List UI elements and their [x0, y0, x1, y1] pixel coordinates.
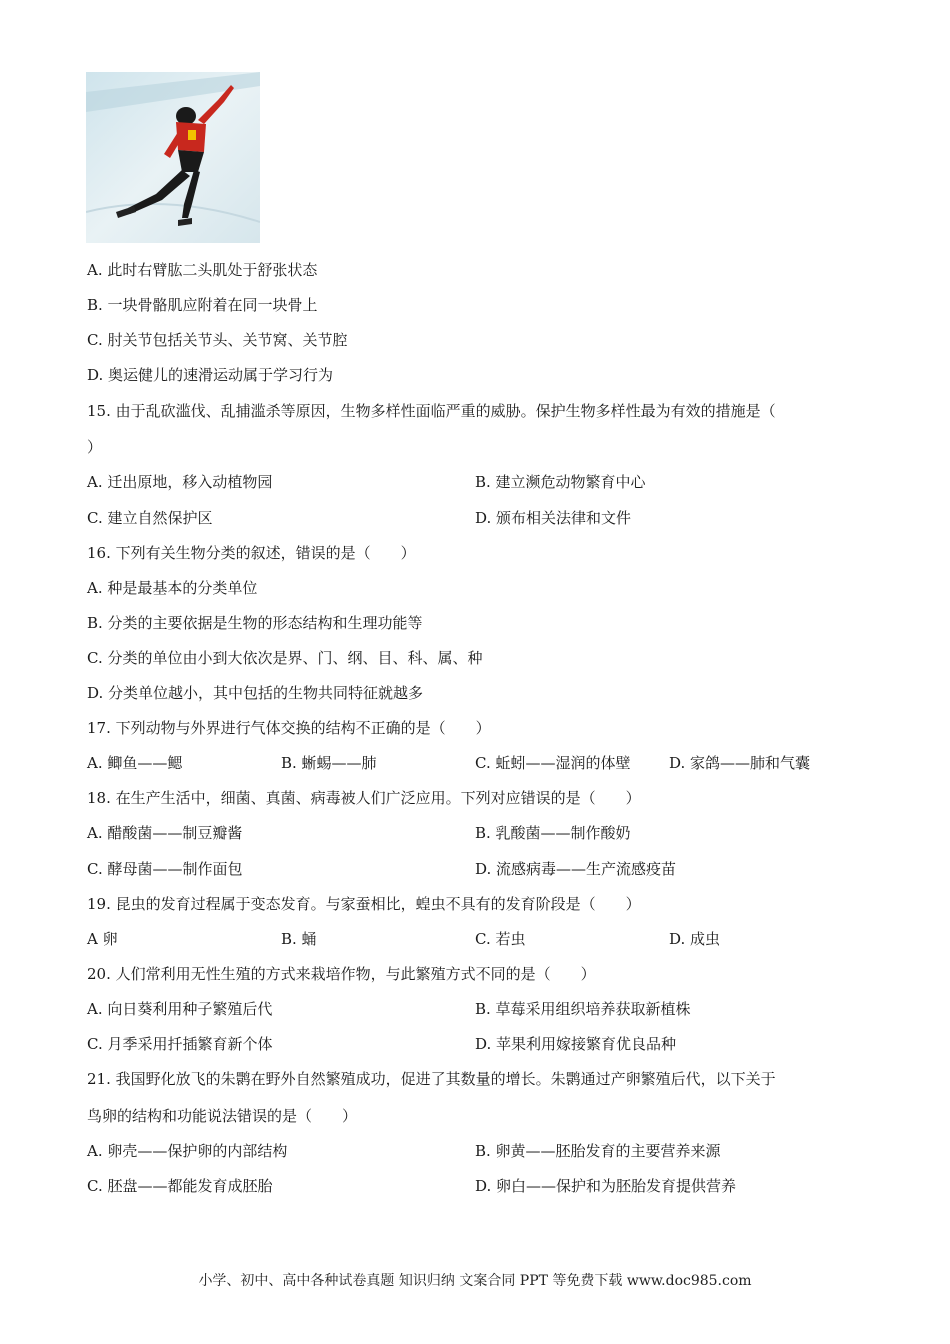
option-q20-b: B. 草莓采用组织培养获取新植株: [475, 1000, 691, 1018]
question-15-stem-cont: ）: [87, 438, 103, 456]
option-q16-b: B. 分类的主要依据是生物的形态结构和生理功能等: [87, 614, 423, 632]
option-q15-c: C. 建立自然保护区: [87, 509, 213, 527]
option-q21-a: A. 卵壳——保护卵的内部结构: [87, 1142, 288, 1160]
option-q20-a: A. 向日葵利用种子繁殖后代: [87, 1000, 273, 1018]
option-q15-a: A. 迁出原地，移入动植物园: [87, 473, 273, 491]
option-q15-b: B. 建立濒危动物繁育中心: [475, 473, 646, 491]
option-q21-b: B. 卵黄——胚胎发育的主要营养来源: [475, 1142, 721, 1160]
option-q18-d: D. 流感病毒——生产流感疫苗: [475, 860, 677, 878]
option-q15-d: D. 颁布相关法律和文件: [475, 509, 632, 527]
option-q14-d: D. 奥运健儿的速滑运动属于学习行为: [87, 366, 334, 384]
question-19-stem: 19. 昆虫的发育过程属于变态发育。与家蚕相比，蝗虫不具有的发育阶段是（ ）: [87, 895, 641, 913]
option-q14-b: B. 一块骨骼肌应附着在同一块骨上: [87, 296, 318, 314]
option-q16-a: A. 种是最基本的分类单位: [87, 579, 258, 597]
option-q16-d: D. 分类单位越小，其中包括的生物共同特征就越多: [87, 684, 424, 702]
question-20-stem: 20. 人们常利用无性生殖的方式来栽培作物，与此繁殖方式不同的是（ ）: [87, 965, 596, 983]
page-footer: 小学、初中、高中各种试卷真题 知识归纳 文案合同 PPT 等免费下载 www.doc985.com: [198, 1273, 752, 1289]
option-q20-d: D. 苹果利用嫁接繁育优良品种: [475, 1035, 677, 1053]
option-q19-d: D. 成虫: [669, 930, 721, 948]
option-q18-c: C. 酵母菌——制作面包: [87, 860, 243, 878]
question-15-stem: 15. 由于乱砍滥伐、乱捕滥杀等原因，生物多样性面临严重的威胁。保护生物多样性最为有效的措施是（: [87, 402, 776, 420]
option-q17-b: B. 蜥蜴——肺: [281, 754, 377, 772]
option-q20-c: C. 月季采用扦插繁育新个体: [87, 1035, 273, 1053]
question-18-stem: 18. 在生产生活中，细菌、真菌、病毒被人们广泛应用。下列对应错误的是（ ）: [87, 789, 641, 807]
option-q16-c: C. 分类的单位由小到大依次是界、门、纲、目、科、属、种: [87, 649, 483, 667]
option-q19-c: C. 若虫: [475, 930, 526, 948]
question-21-stem: 21. 我国野化放飞的朱鹮在野外自然繁殖成功，促进了其数量的增长。朱鹮通过产卵繁殖后代，以下关于: [87, 1070, 776, 1088]
option-q14-a: A. 此时右臂肱二头肌处于舒张状态: [87, 261, 318, 279]
option-q17-c: C. 蚯蚓——湿润的体壁: [475, 754, 631, 772]
option-q18-a: A. 醋酸菌——制豆瓣酱: [87, 824, 243, 842]
option-q19-b: B. 蛹: [281, 930, 317, 948]
option-q21-d: D. 卵白——保护和为胚胎发育提供营养: [475, 1177, 737, 1195]
option-q19-a: A 卵: [87, 930, 118, 948]
question-16-stem: 16. 下列有关生物分类的叙述，错误的是（ ）: [87, 544, 416, 562]
option-q17-a: A. 鲫鱼——鳃: [87, 754, 183, 772]
question-17-stem: 17. 下列动物与外界进行气体交换的结构不正确的是（ ）: [87, 719, 491, 737]
option-q14-c: C. 肘关节包括关节头、关节窝、关节腔: [87, 331, 348, 349]
speed-skater-photo: [86, 72, 260, 243]
option-q18-b: B. 乳酸菌——制作酸奶: [475, 824, 631, 842]
question-21-stem-cont: 鸟卵的结构和功能说法错误的是（ ）: [87, 1107, 358, 1125]
option-q21-c: C. 胚盘——都能发育成胚胎: [87, 1177, 273, 1195]
option-q17-d: D. 家鸽——肺和气囊: [669, 754, 811, 772]
